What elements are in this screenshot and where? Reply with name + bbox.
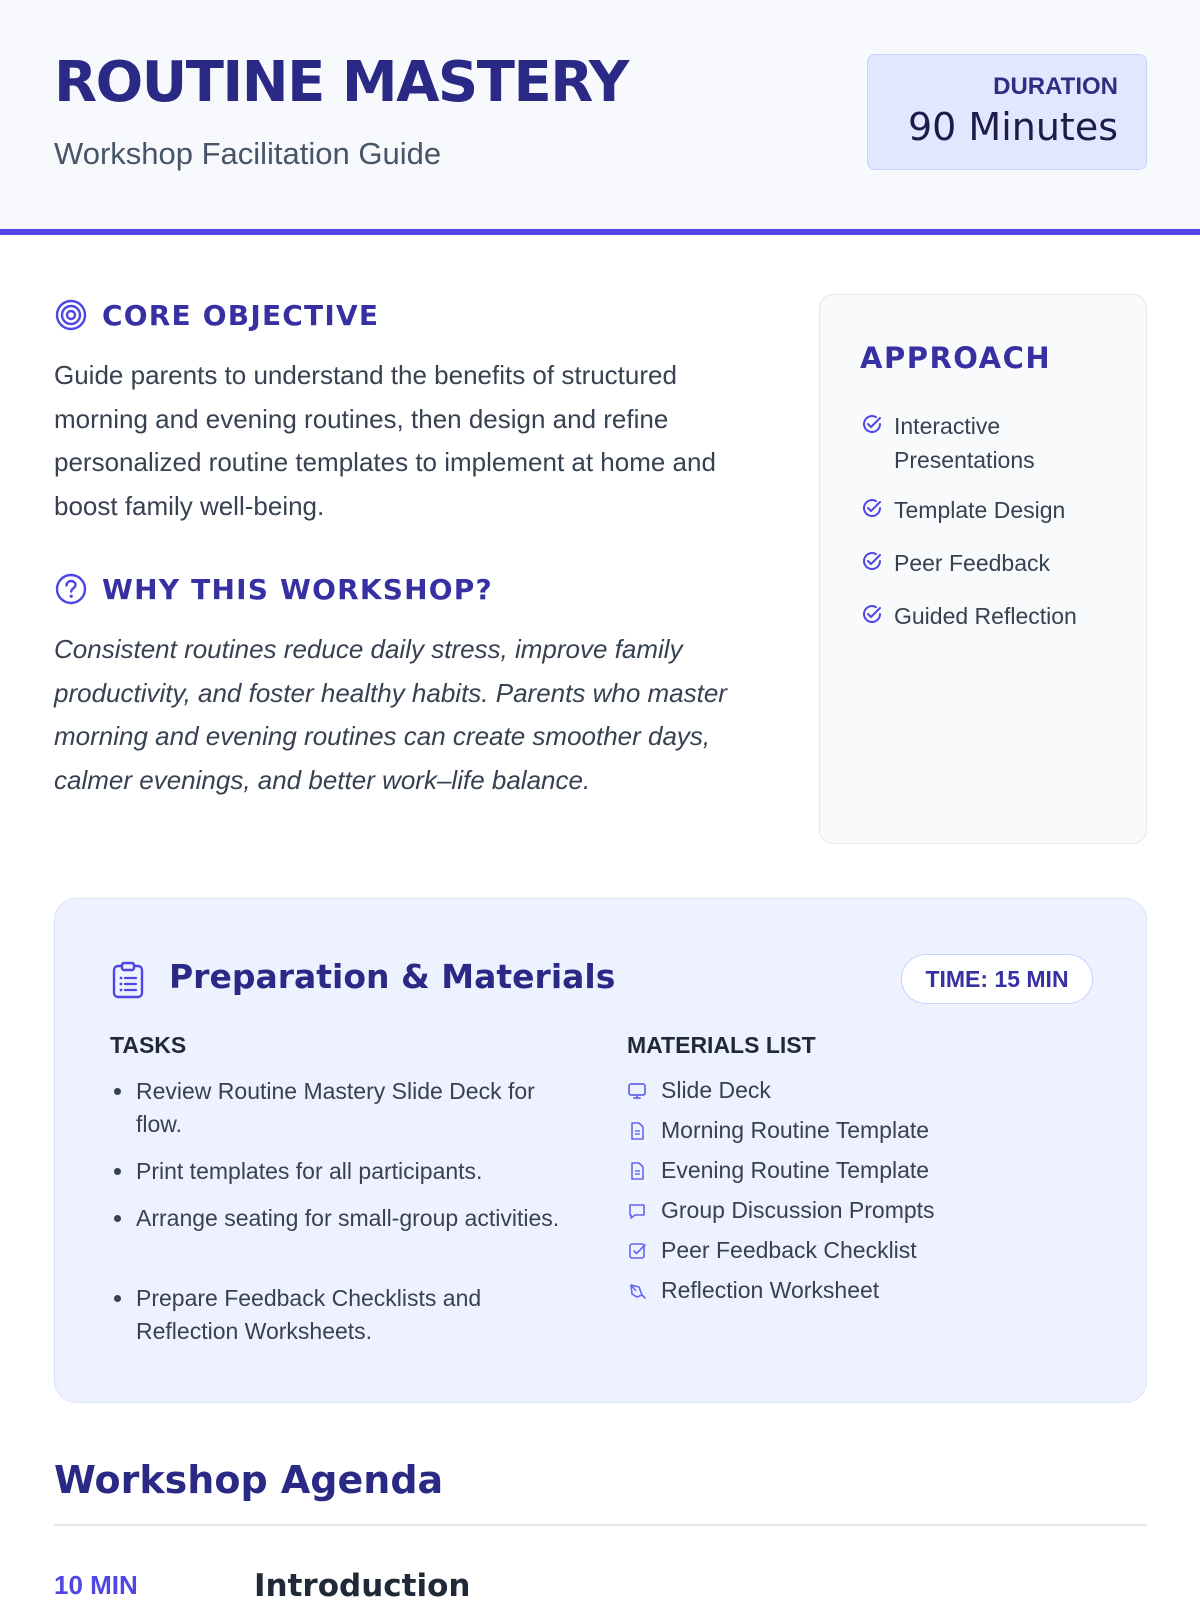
- approach-title: APPROACH: [860, 341, 1052, 375]
- agenda-item-title: Introduction: [254, 1568, 471, 1600]
- approach-item: [860, 409, 1094, 477]
- check-circle-icon: [860, 549, 884, 573]
- clipboard-list-icon: [111, 961, 145, 999]
- preparation-panel: [54, 898, 1147, 1403]
- chat-bubble-icon: [627, 1201, 647, 1221]
- material-item: [627, 1197, 935, 1224]
- checkbox-icon: [627, 1241, 647, 1261]
- document-icon: [627, 1161, 647, 1181]
- core-objective-text: Guide parents to understand the benefits of structured morning and evening routines, then design and refine personalized routine templates to implement at home and boost family well-being.: [54, 360, 716, 521]
- pen-icon: [627, 1281, 647, 1301]
- target-icon: [54, 298, 88, 332]
- tasks-heading: TASKS: [110, 1032, 187, 1058]
- approach-item-label: Guided Reflection: [894, 603, 1077, 629]
- material-label: Slide Deck: [661, 1077, 771, 1103]
- core-objective-heading: [54, 298, 379, 332]
- page-title: ROUTINE MASTERY: [54, 50, 628, 115]
- agenda-divider: [54, 1524, 1147, 1526]
- duration-label: DURATION: [993, 73, 1118, 100]
- page-subtitle: Workshop Facilitation Guide: [54, 136, 442, 171]
- why-title: WHY THIS WORKSHOP?: [102, 572, 493, 606]
- monitor-icon: [627, 1081, 647, 1101]
- material-item: [627, 1237, 917, 1264]
- material-label: Peer Feedback Checklist: [661, 1237, 917, 1263]
- why-text: Consistent routines reduce daily stress, improve family productivity, and foster healthy habits. Parents who master morning and evening routines can create smoother days, calmer evenings, and better work–life balance.: [54, 634, 727, 795]
- agenda-title: Workshop Agenda: [54, 1458, 444, 1502]
- task-item: Review Routine Mastery Slide Deck for flow.: [110, 1075, 570, 1141]
- check-circle-icon: [860, 602, 884, 626]
- duration-box: [867, 54, 1147, 170]
- preparation-title: Preparation & Materials: [169, 957, 616, 996]
- check-circle-icon: [860, 496, 884, 520]
- core-objective-title: CORE OBJECTIVE: [102, 298, 380, 332]
- approach-item-label: Template Design: [894, 497, 1066, 523]
- material-item: [627, 1277, 879, 1304]
- materials-heading: MATERIALS LIST: [627, 1032, 816, 1058]
- check-circle-icon: [860, 412, 884, 436]
- question-circle-icon: [54, 572, 88, 606]
- approach-item-label: Interactive Presentations: [894, 413, 1035, 473]
- task-item: Arrange seating for small-group activities.: [110, 1202, 570, 1235]
- approach-item: [860, 546, 1050, 580]
- task-item: Print templates for all participants.: [110, 1155, 570, 1188]
- document-icon: [627, 1121, 647, 1141]
- material-item: [627, 1117, 929, 1144]
- agenda-item-time: 10 MIN: [54, 1570, 138, 1600]
- time-badge: TIME: 15 MIN: [901, 954, 1093, 1004]
- task-item: Prepare Feedback Checklists and Reflection Worksheets.: [110, 1282, 570, 1348]
- why-heading: [54, 572, 493, 606]
- material-label: Reflection Worksheet: [661, 1277, 880, 1303]
- material-label: Group Discussion Prompts: [661, 1197, 935, 1223]
- approach-card: [819, 294, 1147, 844]
- approach-item: [860, 493, 1065, 527]
- material-label: Evening Routine Template: [661, 1157, 930, 1183]
- page-header: [0, 0, 1200, 235]
- material-item: [627, 1077, 771, 1104]
- material-label: Morning Routine Template: [661, 1117, 930, 1143]
- duration-value: 90 Minutes: [907, 105, 1118, 149]
- material-item: [627, 1157, 929, 1184]
- approach-item-label: Peer Feedback: [894, 550, 1050, 576]
- approach-item: [860, 599, 1077, 633]
